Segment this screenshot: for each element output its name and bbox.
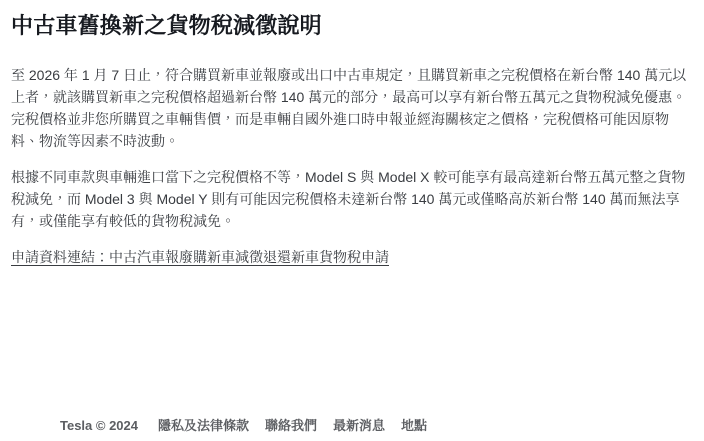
footer-link-contact[interactable]: 聯絡我們 — [265, 418, 318, 433]
main-content — [11, 0, 695, 268]
page-title: 中古車舊換新之貨物稅減徵說明 — [11, 13, 322, 38]
application-link-line — [11, 246, 695, 268]
footer-link-locations[interactable]: 地點 — [401, 418, 428, 433]
paragraph-model-eligibility: 根據不同車款與車輛進口當下之完稅價格不等，Model S 與 Model X 較可能享有最高達新台幣五萬元整之貨物稅減免，而 Model 3 與 Model Y 則有可能因完稅價格未達新台幣 140 萬元或僅略高於新台幣 140 萬而無法享有，或僅能享有較低的貨物稅減免。 — [11, 169, 686, 229]
footer-brand: Tesla © 2024 — [60, 418, 138, 433]
footer-link-news[interactable]: 最新消息 — [333, 418, 386, 433]
application-link[interactable]: 中古汽車報廢購新車減徵退還新車貨物稅申請 — [109, 249, 389, 265]
footer — [11, 418, 695, 441]
application-link-prefix: 申請資料連結： — [11, 249, 109, 265]
footer-link-privacy-legal[interactable]: 隱私及法律條款 — [158, 418, 250, 433]
paragraph-tax-rule: 至 2026 年 1 月 7 日止，符合購買新車並報廢或出口中古車規定，且購買新車之完稅價格在新台幣 140 萬元以上者，就該購買新車之完稅價格超過新台幣 140 萬元的部分，最高可以享有新台幣五萬元之貨物稅減免優惠。完稅價格並非您所購買之車輛售價，而是車輛自國外進口時申報並經海關核定之價格，完稅價格可能因原物料、物流等因素不時波動。 — [11, 67, 687, 149]
